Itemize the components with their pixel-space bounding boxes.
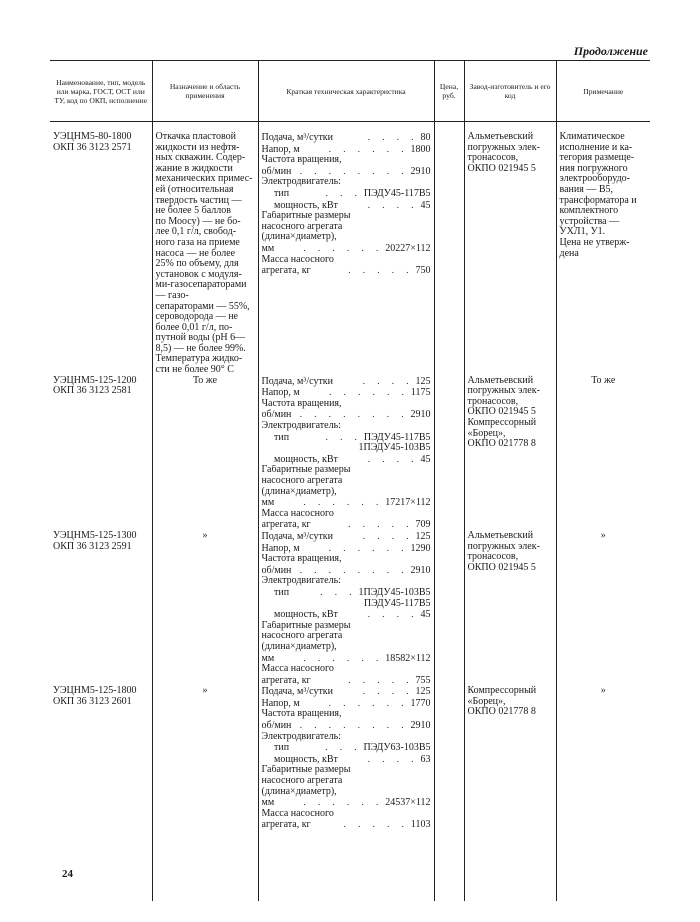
spec-label: Электродвигатель: [261,731,341,742]
leader-dots: . . . . . . . . [299,409,409,420]
leader-dots: . . . . [362,686,414,697]
spec-line [262,519,431,531]
leader-dots: . . . . . . [303,497,384,508]
spec-label: агрегата, кг [261,674,311,686]
spec-value: 2910 [410,165,431,177]
leader-dots: . . . . . [343,819,409,830]
spec-label: мм [261,242,275,254]
cell-spec [258,376,434,531]
leader-dots: . . . . . . [303,652,384,663]
spec-label: Габаритные размеры [261,765,351,776]
model-name: УЭЦНМ5-125-1300 [53,529,137,541]
spec-label: мощность, кВт [261,753,338,765]
cell-note [556,686,650,901]
spec-value: 45 [420,453,431,465]
spec-line [262,565,431,577]
note-line: ния погружного [559,162,628,174]
note-line: исполнение и ка- [559,141,633,153]
spec-value: 24537×112 [385,797,431,809]
spec-label: Напор, м [261,697,300,709]
spec-label: Масса насосного [261,808,334,819]
maker-line: «Борец», [467,427,506,439]
spec-label: тип [261,586,290,598]
leader-dots: . . . . . . [328,143,409,154]
spec-label: агрегата, кг [261,819,311,831]
leader-dots: . . . . . . [328,697,409,708]
spec-label: (длина×диаметр), [261,232,337,243]
spec-label: об/мин [261,409,292,421]
spec-value: 45 [420,199,431,211]
note-line: Цена не утверж- [559,236,630,248]
purpose-line: сероводорода — не [155,311,238,323]
spec-label: Электродвигатель: [261,421,341,432]
purpose-line: сти не более 90° С [155,364,234,376]
cell-spec [258,531,434,686]
spec-line [262,587,431,599]
cell-note [556,531,650,686]
cell-purpose [152,122,258,376]
leader-dots: . . . . . . [328,542,409,553]
note-line: тегория размеще- [559,152,635,164]
spec-line [262,742,431,754]
note-line: устройства — [559,215,620,227]
spec-label: насосного агрегата [261,476,343,486]
spec-value: 1103 [410,819,431,831]
spec-line [262,609,431,621]
spec-label: Напор, м [261,542,300,554]
cell-maker [464,686,556,901]
purpose-line: механических примес- [155,173,253,185]
purpose-line: по Моосу) — не бо- [155,215,241,227]
table-row [50,686,650,901]
ditto-mark: То же [192,374,218,386]
spec-value: 2910 [410,564,431,576]
leader-dots: . . . . [367,132,419,142]
maker-line: тронасосов, [467,551,519,563]
purpose-line: более 0,01 г/л, по- [155,321,233,333]
spec-value: 1800 [410,143,431,155]
page-number: 24 [62,868,73,880]
spec-label: Габаритные размеры [261,620,351,631]
spec-value: 1770 [410,697,431,709]
cell-name [50,531,152,686]
spec-value: 1ПЭДУ45-103В5 [358,586,431,598]
spec-line [262,819,431,831]
maker-line: Альметьевский [467,374,534,386]
spec-value: ПЭДУ63-103В5 [363,742,431,754]
spec-label: Габаритные размеры [261,211,351,222]
purpose-line: жидкости из нефтя- [155,141,240,153]
leader-dots: . . . [320,586,357,597]
note-line: Климатическое [559,131,625,142]
leader-dots: . . . . . [348,674,414,685]
spec-label: Масса насосного [261,508,334,519]
cell-maker [464,122,556,376]
purpose-line: сепараторами — 55%, [155,300,250,312]
okp-code: ОКП 36 3123 2581 [53,385,132,397]
spec-value: 1175 [410,387,431,399]
maker-line: Альметьевский [467,529,534,541]
spec-value: ПЭДУ45-117В5 [363,431,431,443]
maker-line: ОКПО 021778 8 [467,706,536,718]
spec-label: насосного агрегата [261,776,343,787]
spec-label: (длина×диаметр), [261,641,337,652]
spec-value: 2910 [410,720,431,732]
spec-value: 17217×112 [385,497,431,509]
maker-line: тронасосов, [467,395,519,407]
leader-dots: . . . . [362,375,414,386]
spec-label: Подача, м³/сутки [261,530,334,542]
spec-value: 709 [415,519,431,531]
cell-purpose [152,531,258,686]
purpose-line: установок с модуля- [155,268,242,280]
spec-label: Подача, м³/сутки [261,375,334,387]
spec-value: ПЭДУ45-117В5 [363,598,431,609]
leader-dots: . . . [325,742,362,753]
cell-price [434,122,464,376]
leader-dots: . . . . [367,199,419,210]
okp-code: ОКП 36 3123 2571 [53,141,132,153]
leader-dots: . . . . [367,753,419,764]
leader-dots: . . . . . . . . [299,564,409,575]
spec-line [262,754,431,766]
cell-price [434,376,464,531]
spec-label: (длина×диаметр), [261,486,337,497]
spec-label: тип [261,431,290,443]
spec-value: 125 [415,375,431,387]
cell-spec [258,686,434,901]
spec-line [262,720,431,732]
maker-line: «Борец», [467,695,506,707]
cell-note [556,122,650,376]
spec-label: Электродвигатель: [261,576,341,587]
spec-value: 63 [420,753,431,765]
purpose-line: насоса — не более [155,247,236,259]
spec-label: Частота вращения, [261,709,342,720]
purpose-line: жание в жидкости [155,162,233,174]
leader-dots: . . . . . [348,519,414,530]
table-header-row [50,61,650,122]
spec-label: Электродвигатель: [261,177,341,188]
maker-line: погружных элек- [467,540,540,552]
spec-label: мощность, кВт [261,199,338,211]
cell-maker [464,376,556,531]
spec-value: ПЭДУ45-117В5 [363,187,431,199]
cell-price [434,686,464,901]
leader-dots: . . . . . . [329,387,409,398]
cell-purpose [152,686,258,901]
spec-label: Напор, м [261,387,300,399]
spec-value: 755 [415,674,431,686]
spec-value: 2910 [410,409,431,421]
spec-value: 125 [415,686,431,698]
spec-line [262,409,431,421]
okp-code: ОКП 36 3123 2591 [53,540,132,552]
model-name: УЭЦНМ5-125-1200 [53,374,137,386]
spec-value: 750 [415,265,431,277]
purpose-line: не более 5 баллов [155,205,231,217]
ditto-mark: То же [591,374,616,386]
cell-spec [258,122,434,376]
note-line: УХЛ1, У1. [559,226,606,238]
header-note: Примечание [556,61,650,122]
spec-label: тип [261,742,290,754]
purpose-line: 25% по объему, для [155,258,239,270]
spec-line [262,144,431,156]
model-name: УЭЦНМ5-125-1800 [53,685,137,697]
spec-label: насосного агрегата [261,631,343,642]
spec-label: (длина×диаметр), [261,786,337,797]
maker-line: ОКПО 021945 5 [467,406,536,418]
table-row [50,531,650,686]
maker-line: погружных элек- [467,385,540,397]
header-spec: Краткая техническая характеристика [258,61,434,122]
spec-line [262,243,431,255]
spec-line [262,376,431,388]
spec-label: об/мин [261,564,292,576]
spec-label: тип [261,187,290,199]
spec-line [262,132,431,144]
spec-line [262,432,431,444]
spec-label: мм [261,497,275,509]
table-row [50,122,650,376]
maker-line: Компрессорный [467,417,537,429]
spec-label: Масса насосного [261,254,334,265]
spec-line [262,675,431,687]
note-line: электрооборудо- [559,173,631,185]
spec-line [262,653,431,665]
maker-line: Компрессорный [467,685,537,697]
spec-value: 45 [420,609,431,621]
leader-dots: . . . . [367,453,419,464]
ditto-mark: » [202,685,208,697]
spec-line [262,387,431,399]
leader-dots: . . . [325,187,362,198]
spec-value: 125 [415,530,431,542]
maker-line: ОКПО 021778 8 [467,438,536,450]
spec-label: агрегата, кг [261,519,311,531]
spec-label: мощность, кВт [261,609,338,621]
header-name: Наименование, тип, модель или марка, ГОСТ, ОСТ или ТУ, код по ОКП, исполнение [50,61,152,122]
cell-purpose [152,376,258,531]
spec-line [262,797,431,809]
equipment-table [50,60,650,901]
spec-label: Габаритные размеры [261,465,351,476]
spec-line [262,698,431,710]
ditto-mark: » [600,529,606,541]
spec-label: Частота вращения, [261,554,342,565]
maker-line: погружных элек- [467,141,540,153]
purpose-line: ного газа на приеме [155,236,240,248]
spec-label: об/мин [261,165,292,177]
leader-dots: . . . . [362,530,414,541]
maker-line: ОКПО 021945 5 [467,561,536,573]
spec-line [262,531,431,543]
note-line: вания — В5, [559,183,614,195]
spec-label: насосного агрегата [261,221,343,232]
note-line: комплектного [559,205,619,217]
maker-line: Альметьевский [467,131,534,142]
maker-line: тронасосов, [467,152,519,164]
spec-label: Подача, м³/сутки [261,686,334,698]
cell-maker [464,531,556,686]
purpose-line: ных скважин. Содер- [155,152,246,164]
spec-line [262,265,431,277]
leader-dots: . . . . . . [303,242,384,253]
spec-label: мощность, кВт [261,453,338,465]
spec-label: Частота вращения, [261,155,342,166]
leader-dots: . . . . . . . . [299,720,409,731]
leader-dots: . . . [325,431,362,442]
spec-line [262,686,431,698]
leader-dots: . . . . . . [303,797,384,808]
model-name: УЭЦНМ5-80-1800 [53,131,132,142]
purpose-line: твердость частиц — [155,194,242,206]
purpose-line: путной воды (рН 6— [155,332,246,344]
purpose-line: ми-газосепараторами — газо- [155,279,247,301]
spec-line [262,454,431,466]
spec-label: Подача, м³/сутки [261,132,334,143]
ditto-mark: » [202,529,208,541]
cell-name [50,122,152,376]
table-row [50,376,650,531]
purpose-line: Температура жидко- [155,353,243,365]
header-maker: Завод-изготовитель и его код [464,61,556,122]
spec-line [262,497,431,509]
spec-line [262,543,431,555]
spec-label: мм [261,797,275,809]
spec-label: мм [261,652,275,664]
maker-line: ОКПО 021945 5 [467,162,536,174]
spec-value: 1ПЭДУ45-103В5 [358,443,431,454]
spec-value: 18582×112 [385,652,431,664]
spec-line [262,166,431,178]
spec-line [262,200,431,212]
cell-name [50,376,152,531]
header-purpose: Назначение и область применения [152,61,258,122]
okp-code: ОКП 36 3123 2601 [53,695,132,707]
purpose-line: ей (относительная [155,183,234,195]
spec-value: 1290 [410,542,431,554]
cell-note [556,376,650,531]
leader-dots: . . . . . [348,265,414,276]
spec-label: Напор, м [261,143,300,155]
leader-dots: . . . . . . . . [299,165,409,176]
note-line: трансформатора и [559,194,637,206]
header-price: Цена, руб. [434,61,464,122]
spec-value: 80 [420,132,431,143]
leader-dots: . . . . [367,609,419,620]
spec-label: об/мин [261,720,292,732]
spec-label: агрегата, кг [261,265,311,277]
spec-value: 20227×112 [385,242,431,254]
spec-label: Масса насосного [261,664,334,675]
ditto-mark: » [600,685,606,697]
purpose-line: лее 0,1 г/л, свобод- [155,226,237,238]
note-line: дена [559,247,579,259]
spec-line [262,188,431,200]
spec-label: Частота вращения, [261,398,342,409]
purpose-line: Откачка пластовой [155,131,236,142]
cell-price [434,531,464,686]
continuation-label: Продолжение [573,44,648,58]
purpose-line: 8,5) — не более 99%. [155,342,246,354]
